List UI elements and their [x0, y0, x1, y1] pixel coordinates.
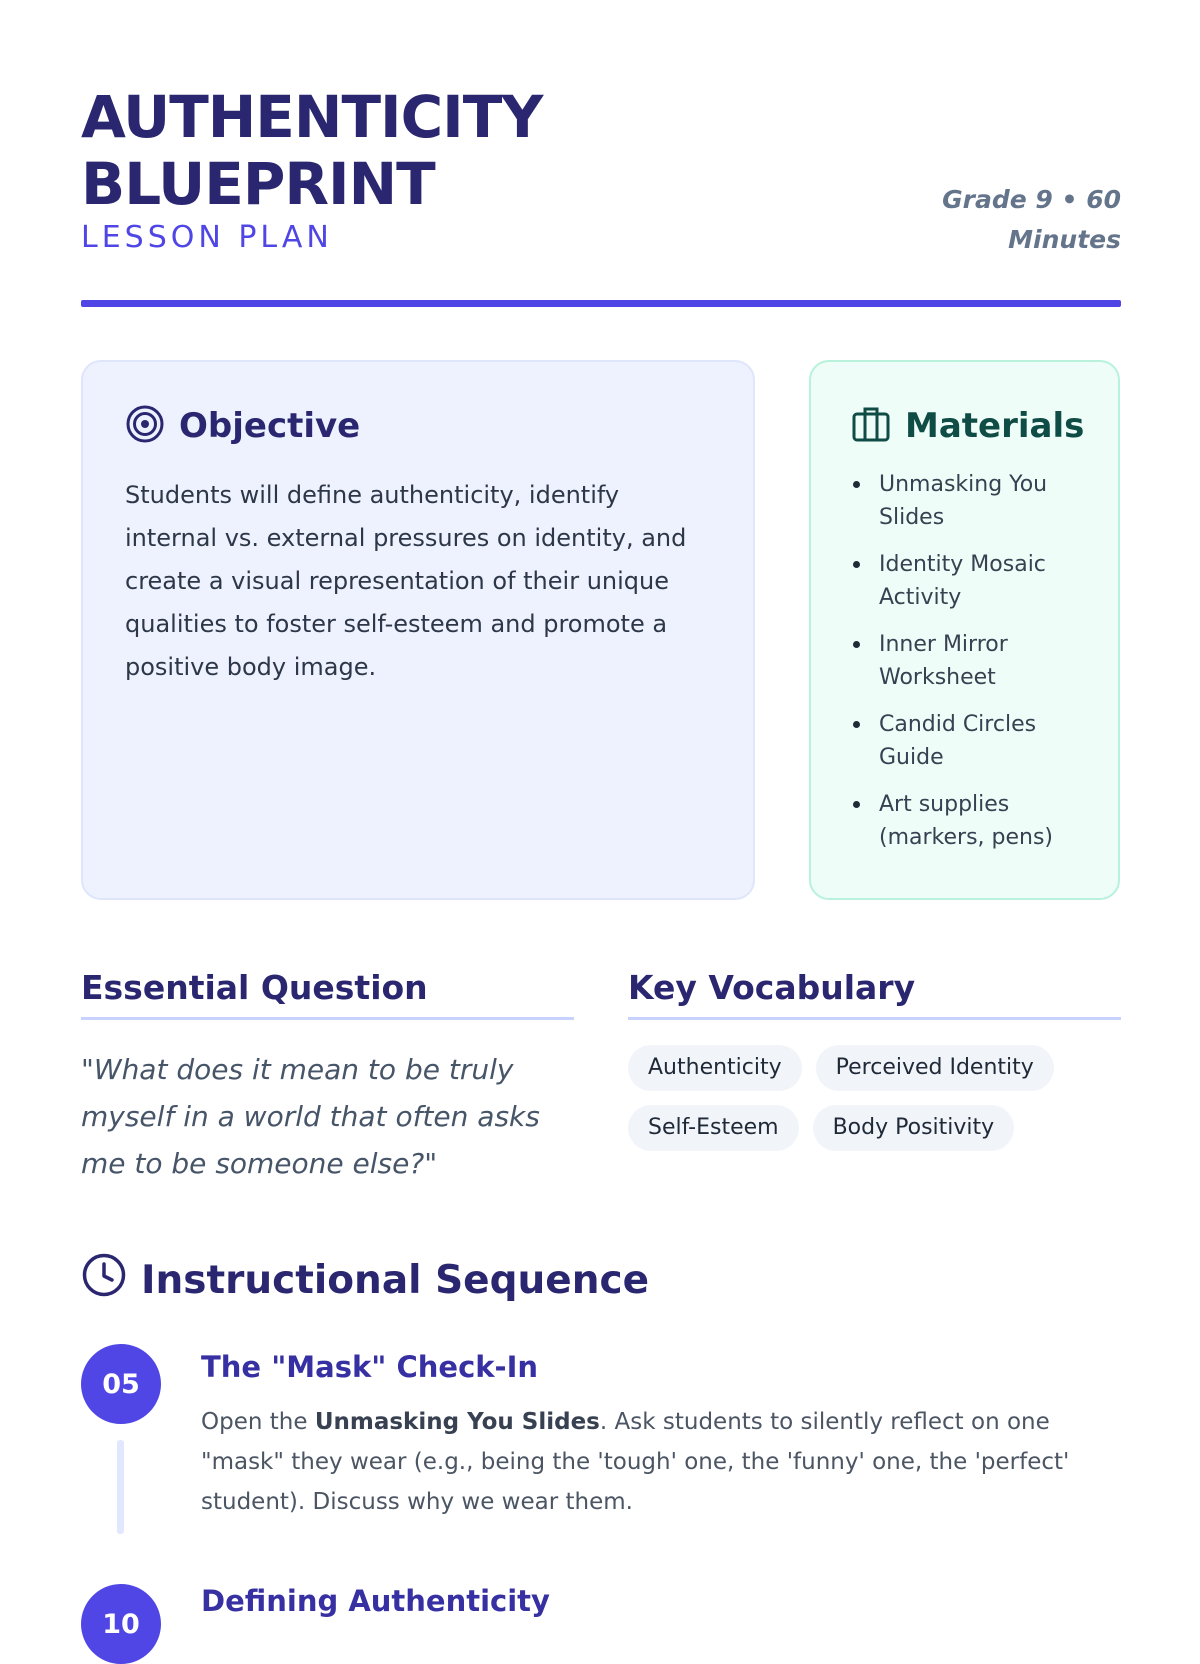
essential-question-text: "What does it mean to be truly myself in a world that often asks me to be someone else?"	[81, 1053, 540, 1180]
materials-card	[809, 360, 1120, 900]
materials-header	[851, 404, 1085, 448]
essential-question-heading: Essential Question	[81, 968, 574, 1020]
clock-icon	[81, 1252, 127, 1308]
meta-grade-duration: Grade 9 • 60	[942, 185, 1121, 214]
objective-heading: Objective	[179, 406, 361, 446]
objective-header	[125, 404, 711, 448]
step-title: Defining Authenticity	[201, 1584, 550, 1618]
step-description	[201, 1402, 1101, 1522]
step-number-badge: 10	[81, 1584, 161, 1664]
materials-heading: Materials	[905, 406, 1085, 446]
materials-item: Candid Circles Guide	[851, 708, 1078, 774]
vocabulary-chips	[628, 1045, 1128, 1151]
target-icon	[125, 404, 165, 448]
header-divider	[81, 300, 1121, 307]
materials-item: Identity Mosaic Activity	[851, 548, 1078, 614]
page-header	[81, 84, 1121, 314]
step-desc-part: Open the	[201, 1409, 315, 1435]
meta-minutes: Minutes	[1008, 225, 1121, 254]
step-number-badge: 05	[81, 1344, 161, 1424]
materials-list	[851, 468, 1078, 854]
materials-item: Inner Mirror Worksheet	[851, 628, 1078, 694]
objective-card	[81, 360, 755, 900]
title-line-2: BLUEPRINT	[81, 150, 435, 218]
vocab-chip: Authenticity	[628, 1045, 802, 1091]
materials-item: Art supplies (markers, pens)	[851, 788, 1078, 854]
instructional-sequence-heading: Instructional Sequence	[141, 1257, 650, 1303]
materials-item: Unmasking You Slides	[851, 468, 1078, 534]
step-connector	[117, 1440, 124, 1534]
vocab-chip: Body Positivity	[813, 1105, 1015, 1151]
key-vocabulary-heading: Key Vocabulary	[628, 968, 1121, 1020]
objective-text: Students will define authenticity, identify internal vs. external pressures on identity, and create a visual representation of their unique qualities to foster self-esteem and promote a positive body image.	[125, 481, 687, 681]
sequence-step	[81, 1584, 1121, 1640]
vocab-chip: Perceived Identity	[816, 1045, 1054, 1091]
page-subtitle: LESSON PLAN	[81, 220, 333, 255]
step-desc-bold: Unmasking You Slides	[314, 1409, 600, 1435]
vocab-chip: Self-Esteem	[628, 1105, 799, 1151]
title-line-1: AUTHENTICITY	[81, 83, 543, 151]
briefcase-icon	[851, 404, 891, 448]
sequence-step	[81, 1344, 1121, 1544]
step-desc-part: . Ask students to silently reflect on one "mask" they wear (e.g., being the 'tough' one, the 'funny' one, the 'perfect' student). Discuss why we wear them.	[201, 1409, 1070, 1515]
instructional-sequence-header	[81, 1252, 649, 1308]
lesson-meta	[942, 180, 1121, 260]
step-title: The "Mask" Check-In	[201, 1350, 539, 1384]
